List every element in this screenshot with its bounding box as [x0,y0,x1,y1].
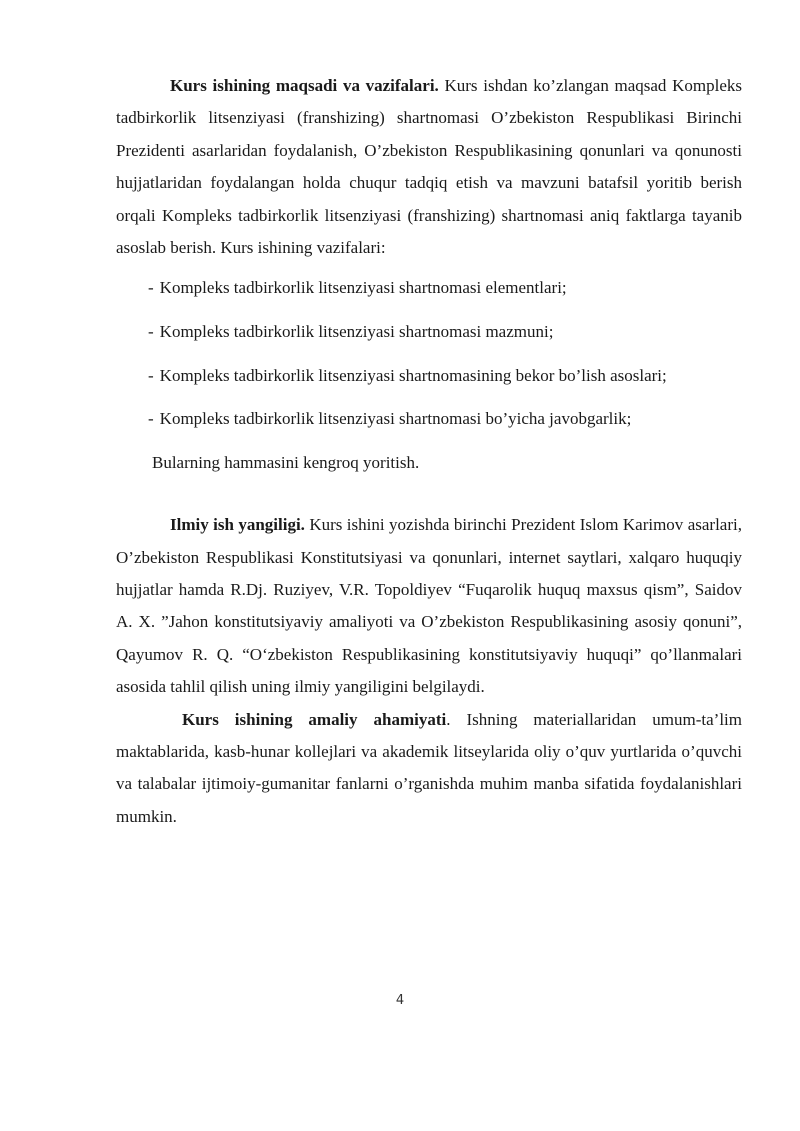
goals-heading: Kurs ishining maqsadi va vazifalari. [170,76,439,95]
list-item [116,272,742,304]
practical-heading: Kurs ishining amaliy ahamiyati [182,709,447,729]
task-text: Kompleks tadbirkorlik litsenziyasi shartnomasi bo’yicha javobgarlik; [159,409,632,429]
dash-bullet: - [148,365,154,385]
list-item [116,360,742,392]
dash-bullet: - [148,409,154,429]
novelty-paragraph [116,509,742,703]
document-page [116,70,742,833]
page-number: 4 [395,993,405,1008]
list-item [116,403,742,435]
goals-paragraph [116,70,742,264]
section-gap [116,479,742,509]
dash-bullet: - [148,278,154,298]
summary-text: Bularning hammasini kengroq yoritish. [152,452,420,472]
novelty-heading: Ilmiy ish yangiligi. [170,515,305,535]
list-item [116,316,742,348]
practical-paragraph [116,704,742,834]
tasks-list [116,272,742,435]
task-text: Kompleks tadbirkorlik litsenziyasi shartnomasi elementlari; [159,278,567,298]
practical-text: . Ishning materiallaridan umum-ta’lim maktablarida, kasb-hunar kollejlari va akademik litseylarida oliy o’quv yurtlarida o’quvchi va talabalar ijtimoiy-gumanitar fanlarni o’rganishda muhim manba sifatida foydalanishlari mumkin. [116,709,742,826]
task-text: Kompleks tadbirkorlik litsenziyasi shartnomasining bekor bo’lish asoslari; [159,365,667,385]
dash-bullet: - [148,322,154,342]
novelty-text: Kurs ishini yozishda birinchi Prezident Islom Karimov asarlari, O’zbekiston Respublikasi Konstitutsiyasi va qonunlari, internet saytlari, xalqaro huquqiy hujjatlar hamda R.Dj. Ruziyev, V.R. Topoldiyev “Fuqarolik huquq maxsus qism”, Saidov A. X. ”Jahon konstitutsiyaviy amaliyoti va O’zbekiston Respublikasining asosiy qonuni”, Qayumov R. Q. “O‘zbekiston Respublikasining konstitutsiyaviy huquqi” qo’llanmalari asosida tahlil qilish uning ilmiy yangiligini belgilaydi. [116,515,742,697]
goals-text: Kurs ishdan ko’zlangan maqsad Kompleks tadbirkorlik litsenziyasi (franshizing) shartnomasi O’zbekiston Respublikasi Birinchi Prezidenti asarlaridan foydalanish, O’zbekiston Respublikasining qonunlari va qonunosti hujjatlaridan foydalangan holda chuqur tadqiq etish va mavzuni batafsil yoritib berish orqali Kompleks tadbirkorlik litsenziyasi (franshizing) shartnomasi aniq faktlarga tayanib asoslab berish. Kurs ishining vazifalari: [116,76,742,258]
task-text: Kompleks tadbirkorlik litsenziyasi shartnomasi mazmuni; [159,322,554,342]
